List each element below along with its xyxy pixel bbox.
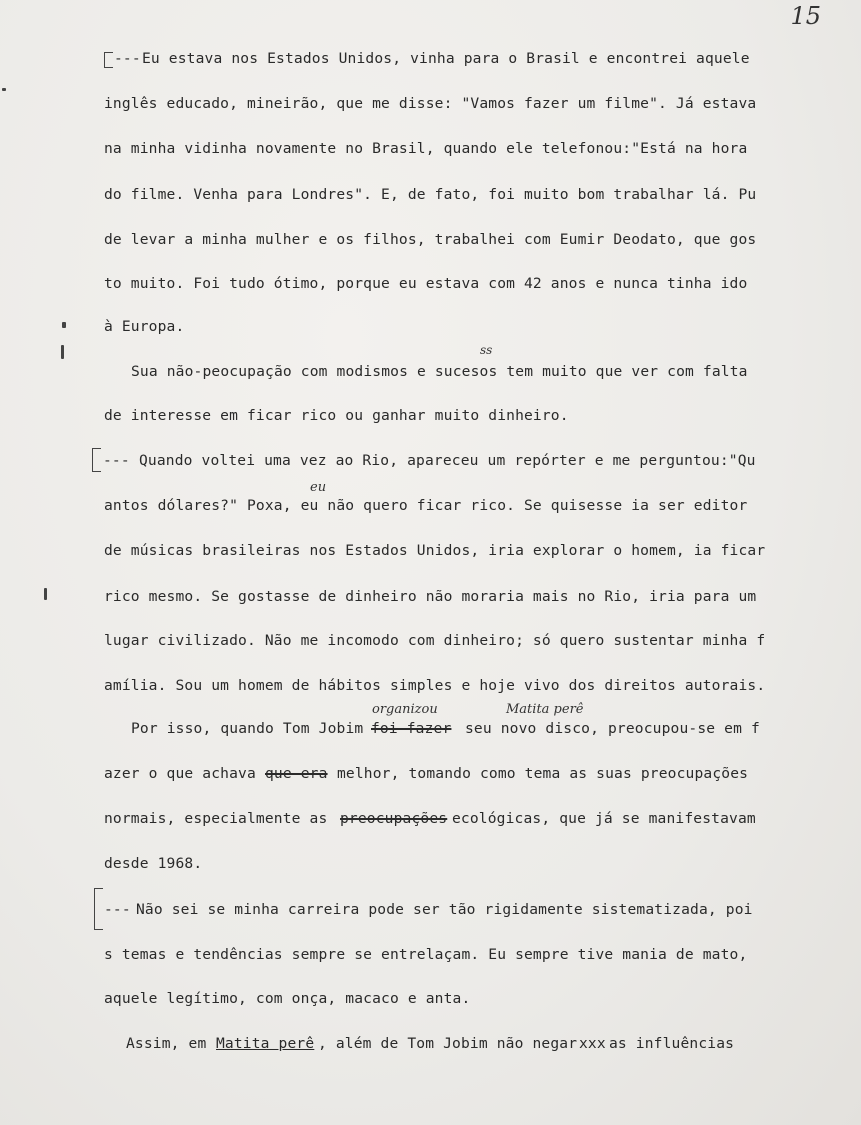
- text-line: de levar a minha mulher e os filhos, trabalhei com Eumir Deodato, que gos: [104, 231, 757, 248]
- typed-over-text: xxx: [579, 1035, 606, 1052]
- text-line: Assim, em: [126, 1035, 207, 1052]
- text-line: na minha vidinha novamente no Brasil, quando ele telefonou:"Está na hora: [104, 140, 748, 157]
- text-line: de interesse em ficar rico ou ganhar muito dinheiro.: [104, 407, 569, 424]
- page-number: 15: [790, 2, 821, 30]
- text-line: normais, especialmente as: [104, 810, 328, 827]
- handwritten-correction: organizou: [372, 702, 438, 717]
- struck-text: preocupações: [340, 810, 448, 827]
- text-line: antos dólares?" Poxa, eu não quero ficar rico. Se quisesse ia ser editor: [104, 497, 748, 514]
- text-line: ecológicas, que já se manifestavam: [452, 810, 756, 827]
- margin-mark: [62, 322, 66, 328]
- text-line: seu novo disco, preocupou-se em f: [465, 720, 760, 737]
- handwritten-correction: eu: [310, 480, 327, 495]
- text-line: melhor, tomando como tema as suas preocupações: [337, 765, 749, 782]
- text-line: do filme. Venha para Londres". E, de fato, foi muito bom trabalhar lá. Pu: [104, 186, 757, 203]
- paragraph-bracket: [104, 52, 113, 68]
- dash-mark: ---: [104, 901, 131, 918]
- struck-text: foi fazer: [371, 720, 452, 737]
- margin-mark: [61, 345, 64, 359]
- text-line: Quando voltei uma vez ao Rio, apareceu um repórter e me perguntou:"Qu: [139, 452, 756, 469]
- paragraph-bracket: [92, 448, 101, 472]
- text-line: lugar civilizado. Não me incomodo com dinheiro; só quero sustentar minha f: [104, 632, 766, 649]
- text-line: as influências: [609, 1035, 735, 1052]
- text-line: aquele legítimo, com onça, macaco e anta.: [104, 990, 471, 1007]
- text-line: Não sei se minha carreira pode ser tão rigidamente sistematizada, poi: [136, 901, 753, 918]
- text-line: rico mesmo. Se gostasse de dinheiro não moraria mais no Rio, iria para um: [104, 588, 757, 605]
- paragraph-bracket: [94, 888, 103, 930]
- text-line: de músicas brasileiras nos Estados Unidos, iria explorar o homem, ia ficar: [104, 542, 766, 559]
- struck-text: que era: [265, 765, 328, 782]
- dash-mark: ---: [103, 452, 130, 469]
- text-line: , além de Tom Jobim não negar: [318, 1035, 578, 1052]
- text-line: Eu estava nos Estados Unidos, vinha para o Brasil e encontrei aquele: [142, 50, 750, 67]
- dash-mark: ---: [114, 50, 141, 67]
- text-line: Sua não-peocupação com modismos e sucesos tem muito que ver com falta: [131, 363, 748, 380]
- text-line: Por isso, quando Tom Jobim: [131, 720, 364, 737]
- text-line: à Europa.: [104, 318, 185, 335]
- text-line: desde 1968.: [104, 855, 203, 872]
- underlined-title: Matita perê: [216, 1035, 315, 1052]
- margin-mark: [44, 588, 47, 600]
- handwritten-correction: ss: [480, 343, 493, 357]
- text-line: inglês educado, mineirão, que me disse: "Vamos fazer um filme". Já estava: [104, 95, 757, 112]
- handwritten-correction: Matita perê: [506, 702, 584, 717]
- text-line: azer o que achava: [104, 765, 256, 782]
- text-line: s temas e tendências sempre se entrelaçam. Eu sempre tive mania de mato,: [104, 946, 748, 963]
- text-line: to muito. Foi tudo ótimo, porque eu estava com 42 anos e nunca tinha ido: [104, 275, 748, 292]
- text-line: amília. Sou um homem de hábitos simples e hoje vivo dos direitos autorais.: [104, 677, 766, 694]
- margin-mark: [2, 88, 6, 91]
